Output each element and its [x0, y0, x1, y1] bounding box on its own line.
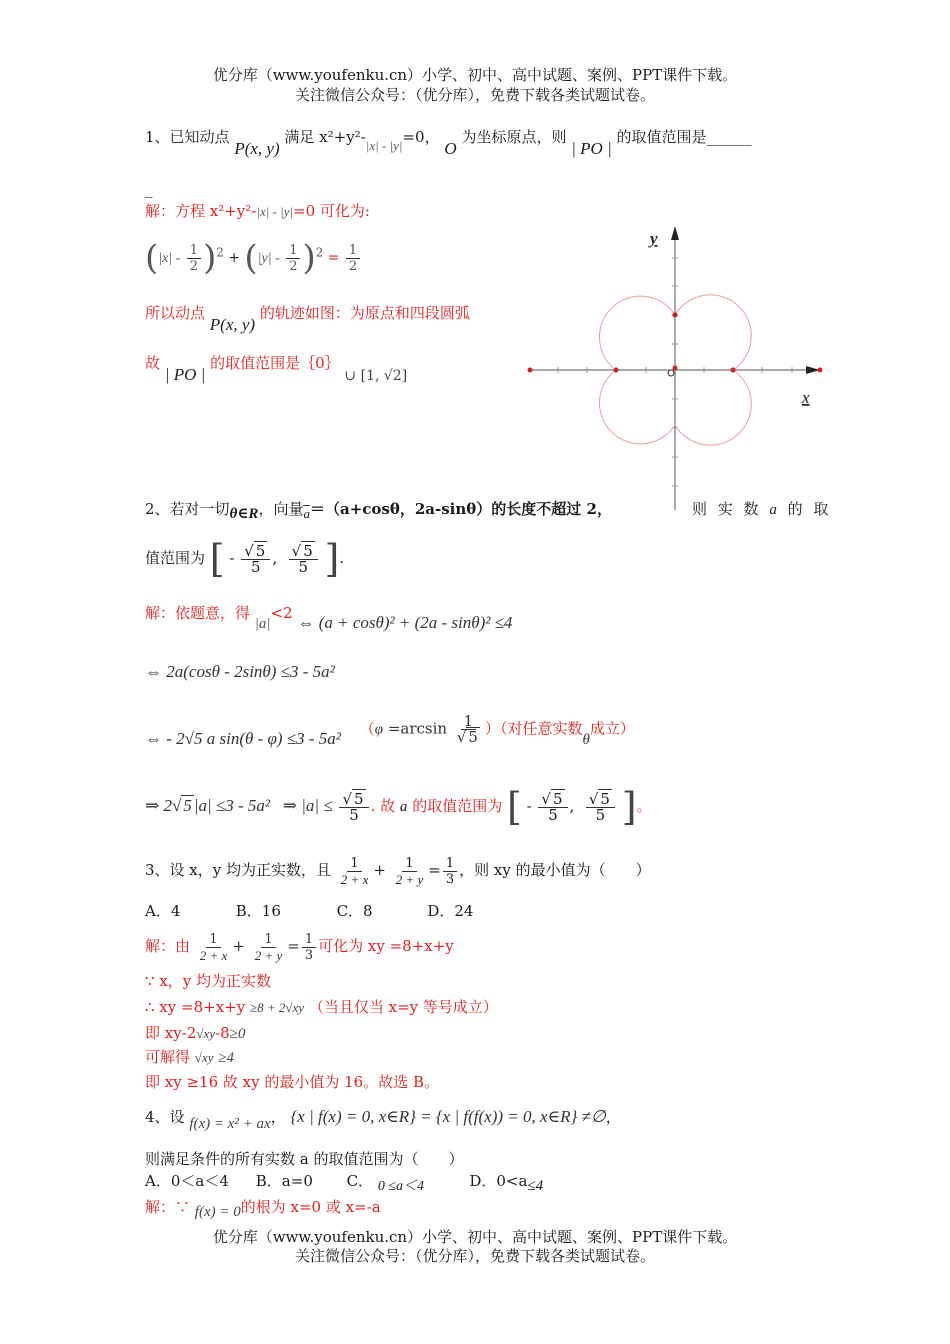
- q4-text-b: ，: [270, 1108, 286, 1126]
- footer-line-2: 关注微信公众号：（优分库），免费下载各类试题试卷。: [294, 1247, 655, 1265]
- q2-solution-3: ⇔ - 2√5 a sin(θ - φ) ≤3 - 5a² （φ =arcsin $\frac{1}{√ 5}$ ）（对任意实数θ成立）: [145, 712, 635, 748]
- q3-solution-5: [145, 1046, 234, 1067]
- q1-po: | PO |: [571, 139, 612, 158]
- point-left: [614, 368, 619, 373]
- point-top: [673, 313, 678, 318]
- q1-sol2-text-b: 的轨迹如图：为原点和四段圆弧: [259, 304, 470, 322]
- q1-solution-3: [145, 352, 408, 384]
- point-origin: [673, 366, 678, 371]
- origin-label: O: [658, 366, 659, 367]
- point-right-far: [818, 368, 823, 373]
- q1-abs-expr: |x| - |y|: [365, 138, 403, 153]
- q3-solution-6: 即 xy ≥16 故 xy 的最小值为 16。故选 B。: [145, 1073, 440, 1091]
- q2-var-a: a: [769, 502, 780, 518]
- q3-options: [145, 900, 473, 921]
- q2-text-c: ＝（a+cosθ，2a-sinθ）的长度不超过 2，: [309, 500, 612, 518]
- q4-text-c: ，: [605, 1108, 621, 1126]
- q4-option-b: B．a=0: [255, 1172, 313, 1190]
- q3-sol4-b: √xy: [196, 1026, 216, 1041]
- q3-solution-3: [145, 996, 498, 1017]
- q3-sol5-b: √xy: [194, 1050, 214, 1065]
- q1-sol3-po: | PO |: [164, 365, 206, 384]
- q1-text-b: 满足 x²+y²-: [284, 128, 366, 146]
- q3-sol4-d: ≥0: [229, 1026, 246, 1042]
- q3-sol4-a: 即 xy-2: [145, 1024, 197, 1042]
- q2-sol4-text-c: 的取值范围为: [412, 797, 503, 815]
- q4-solution-1: [145, 1196, 381, 1220]
- q4-option-a: A．0＜a＜4: [145, 1172, 229, 1190]
- q2-text-a: 2、若对一切: [145, 500, 230, 518]
- q1-text-f: 的取值范围是______: [616, 128, 752, 146]
- point-left-far: [528, 368, 533, 373]
- q3-sol1-b: 可化为 xy =8+x+y: [318, 937, 454, 955]
- q2-sol-abs-a: |a|: [254, 616, 271, 632]
- arc-quadrant-3: [599, 370, 675, 444]
- q3-sol3-b: ≥8 + 2√xy: [249, 1000, 305, 1015]
- q1-sol2-point: P(x, y): [209, 315, 256, 334]
- q2-sol-text-a: 解：依题意，得: [145, 604, 251, 622]
- q4-sets: {x | f(x) = 0, x∈R} = {x | f(f(x)) = 0, x∈R} ≠∅: [290, 1107, 606, 1126]
- q2-sol-lt2: <2: [270, 604, 293, 622]
- q4-option-d: D．0<a≤4: [469, 1172, 544, 1194]
- header-line-1: 优分库（www.youfenku.cn）小学、初中、高中试题、案例、PPT课件下载。: [212, 66, 738, 84]
- q3-sol1-a: 解：由: [145, 937, 191, 955]
- q2-sol4-end: 。: [636, 797, 652, 815]
- q4-options: [145, 1170, 544, 1194]
- q4-sol1-b: 的根为 x=0 或 x=-a: [240, 1198, 381, 1216]
- q2-solution-1: [145, 602, 513, 632]
- q3-solution-2: ∵ x，y 均为正实数: [145, 972, 272, 990]
- q3-sol3-c: （当且仅当 x=y 等号成立）: [308, 998, 498, 1016]
- q3-sol5-c: ≥4: [218, 1050, 234, 1066]
- q2-sol4-text-b: . 故: [370, 797, 396, 815]
- q3-solution-1: 解：由 $\frac{1}{2 + x}$ + $\frac{1}{2 + y}$ = $\frac{1}{3}$ 可化为 xy =8+x+y: [145, 931, 454, 963]
- q1-sol-abs: |x| - |y|: [256, 204, 294, 219]
- arc-quadrant-2: [599, 296, 675, 370]
- q2-text-d: 则 实 数: [692, 500, 762, 518]
- q1-text-a: 1、已知动点: [145, 128, 230, 146]
- q2-sol3-theta: θ: [582, 731, 590, 748]
- q3-text-b: ，则 xy 的最小值为（ ）: [459, 861, 651, 879]
- q3-sol5-a: 可解得: [145, 1048, 191, 1066]
- arc-quadrant-1: [675, 295, 751, 370]
- q2-vector-a: a: [303, 506, 310, 521]
- q3-text-a: 3、设 x，y 均为正实数，且: [145, 861, 332, 879]
- q2-sol3-ineq: ⇔ - 2√5 a sin(θ - φ) ≤3 - 5a²: [145, 728, 341, 748]
- q1-sol3-text-b: 的取值范围是｛0｝: [210, 354, 340, 372]
- point-right: [731, 368, 736, 373]
- q1-blank-tail: _: [145, 180, 153, 198]
- q2-statement-right: [692, 498, 831, 519]
- footer-line-1: 优分库（www.youfenku.cn）小学、初中、高中试题、案例、PPT课件下载。: [212, 1228, 738, 1246]
- q4-text-a: 4、设: [145, 1108, 185, 1126]
- q1-sol3-range: ∪ [1, √2]: [344, 368, 408, 384]
- q3-option-b: B．16: [235, 902, 281, 920]
- q2-solution-4: ⇒ 2√ 5 |a| ≤3 - 5a² ⇒ |a| ≤ $\frac{√ 5}{5}$ . 故 a 的取值范围为 [ - $\frac{√ 5}{5}$ , $\frac{√ 5}{5}$ ]。: [145, 785, 652, 829]
- axis-label-y: y: [650, 229, 658, 248]
- q1-text-d: =0，: [402, 128, 440, 146]
- q2-sol4-var-a: a: [399, 799, 408, 815]
- q1-trajectory-figure: [520, 220, 830, 520]
- q3-option-a: A．4: [145, 902, 181, 920]
- q1-origin-o: O: [444, 139, 457, 158]
- q1-text-e: 为坐标原点，则: [461, 128, 567, 146]
- q2-text-f: 值范围为: [145, 549, 206, 567]
- q1-circle-equation: (|x| - $\frac{1}{2}$ )$^2$ + (|y| - $\frac{1}{2}$ )$^2$ = $\frac{1}{2}$: [145, 238, 362, 278]
- header-line-2: 关注微信公众号：（优分库），免费下载各类试题试卷。: [294, 86, 655, 104]
- q1-sol2-text-a: 所以动点: [145, 304, 206, 322]
- q4-statement-2: 则满足条件的所有实数 a 的取值范围为（ ）: [145, 1150, 464, 1168]
- q1-sol3-text-a: 故: [145, 354, 161, 372]
- q4-sol1-a: 解：∵: [145, 1198, 191, 1216]
- q1-sol-text-a: 解：方程 x²+y²-: [145, 202, 257, 220]
- axis-label-x: x: [802, 388, 810, 407]
- origin-marker: [668, 370, 674, 376]
- q2-text-b: ，向量: [258, 500, 304, 518]
- q1-solution-2: [145, 302, 470, 334]
- q4-option-c: C． 0 ≤a＜4: [346, 1172, 425, 1194]
- q4-sol1-f: f(x) = 0: [194, 1204, 241, 1220]
- q2-sol4-ineq: ⇒ 2√ 5 |a| ≤3 - 5a² ⇒ |a| ≤: [145, 796, 333, 815]
- q3-sol3-a: ∴ xy =8+x+y: [145, 998, 246, 1016]
- q2-text-e: 的 取: [787, 500, 832, 518]
- q2-theta-r: θ∈R: [229, 506, 259, 522]
- q1-sol-text-c: =0 可化为:: [293, 202, 370, 220]
- q2-text-g: .: [339, 549, 345, 567]
- q2-sol3-end: 成立）: [589, 719, 635, 738]
- q4-function: f(x) = x² + ax: [189, 1116, 271, 1132]
- q3-statement: 3、设 x，y 均为正实数，且 $\frac{1}{2 + x}$ + $\frac{1}{2 + y}$ = $\frac{1}{3}$ ，则 xy 的最小值为（ ）: [145, 855, 651, 887]
- q2-statement-2: 值范围为 [ - $\frac{√ 5}{5}$ , $\frac{√ 5}{5}$ ].: [145, 537, 345, 581]
- y-axis-arrow-icon: [671, 226, 679, 240]
- q3-solution-4: [145, 1022, 245, 1043]
- q3-sol4-c: -8: [215, 1024, 230, 1042]
- q2-sol-ineq: ⇔ (a + cosθ)² + (2a - sinθ)² ≤4: [297, 613, 513, 632]
- q2-solution-2: ⇔ 2a(cosθ - 2sinθ) ≤3 - 5a²: [145, 662, 335, 681]
- q4-statement: [145, 1102, 621, 1133]
- q1-statement: [145, 126, 752, 158]
- q1-point-p: P(x, y): [234, 139, 280, 158]
- q3-option-d: D．24: [427, 902, 474, 920]
- arc-quadrant-4: [675, 370, 751, 445]
- q2-statement: [145, 498, 612, 522]
- q3-option-c: C．8: [336, 902, 373, 920]
- q1-solution-1: [145, 200, 370, 221]
